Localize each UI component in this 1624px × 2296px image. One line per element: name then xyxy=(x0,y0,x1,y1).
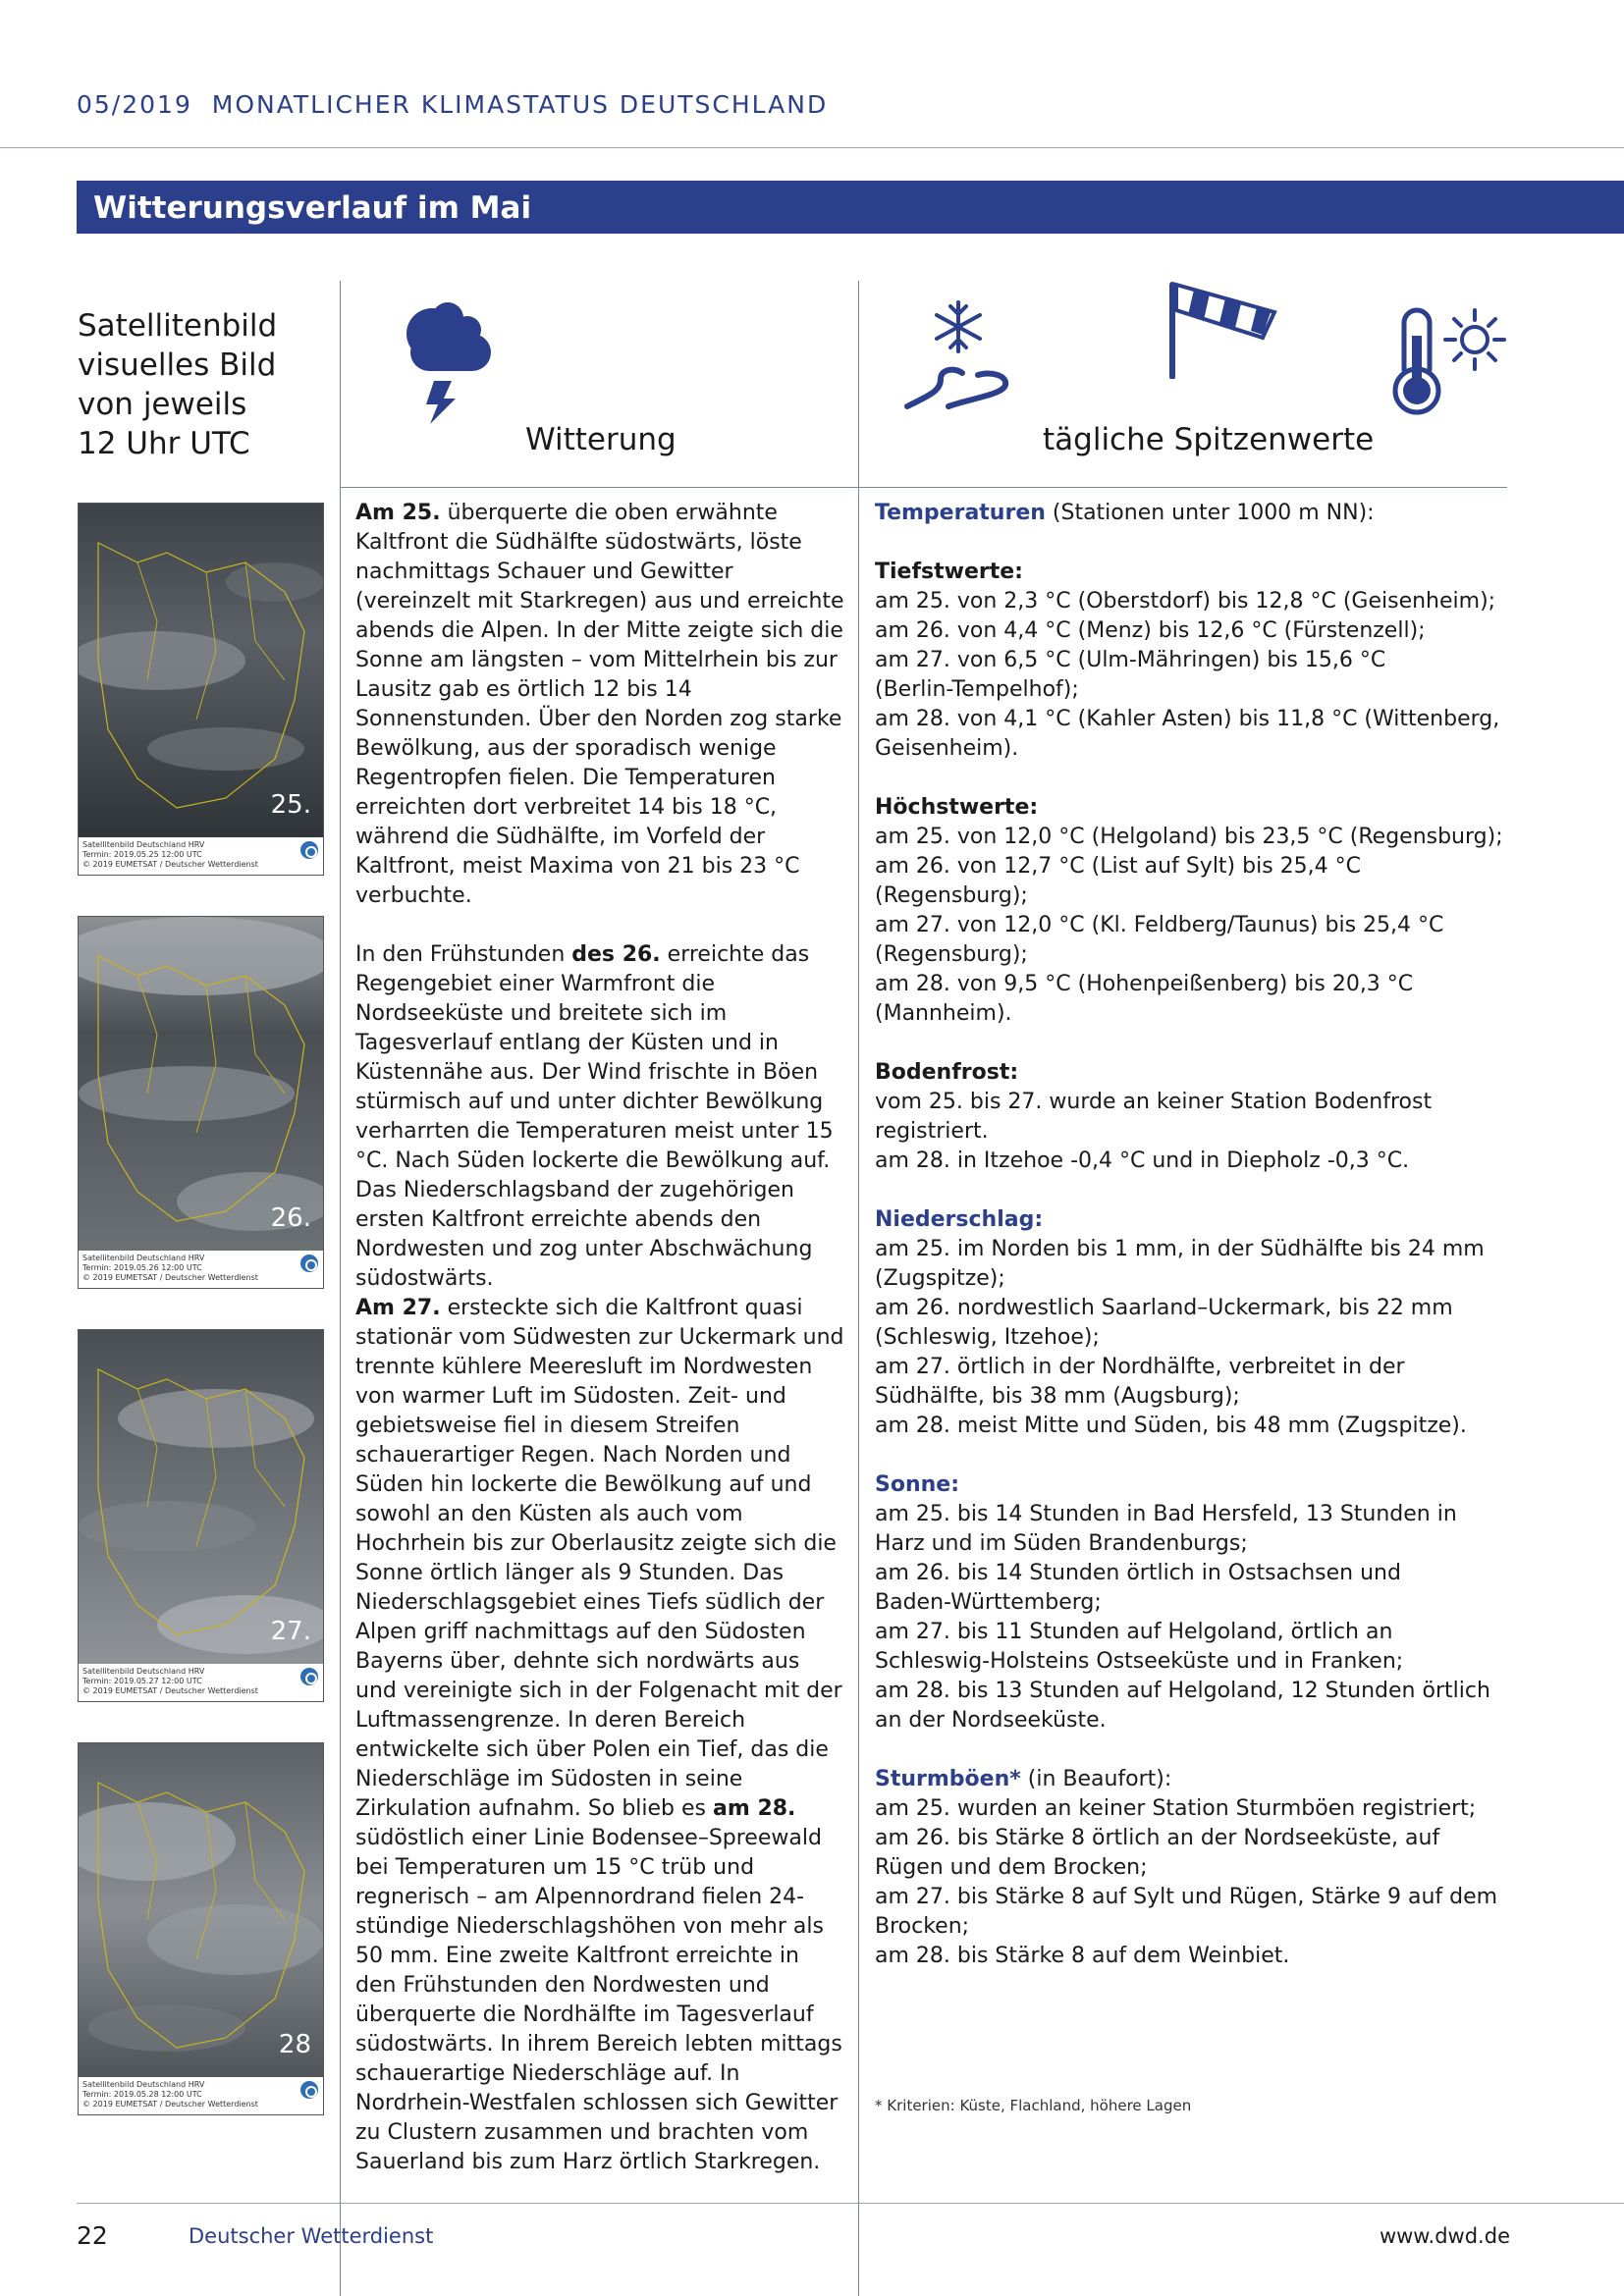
caption-line: Satellitenbild Deutschland HRV xyxy=(82,1667,205,1676)
sunshine-line: an der Nordseeküste. xyxy=(875,1708,1107,1733)
caption-line: Satellitenbild Deutschland HRV xyxy=(82,1254,205,1262)
satellite-label-line: visuelles Bild xyxy=(78,347,277,383)
satellite-label-line: 12 Uhr UTC xyxy=(78,426,250,461)
sunshine-line: Schleswig-Holsteins Ostseeküste und in Franken; xyxy=(875,1649,1404,1674)
issue-number: 05/2019 xyxy=(77,90,192,119)
gusts-heading: Sturmböen* xyxy=(875,1767,1021,1791)
gusts-line: am 28. bis Stärke 8 auf dem Weinbiet. xyxy=(875,1944,1290,1968)
section-title-bar xyxy=(77,181,1624,234)
header-row-rule xyxy=(340,487,1507,488)
dwd-logo-icon xyxy=(300,1668,318,1685)
narrative-text: erreichte das Regengebiet einer Warmfront die Nordseeküste und breitete sich im Tagesverlauf entlang der Küsten und in Küstennähe aus. Der Wind frischte in Böen stürmisch auf und unter dichter Bewölkung verharrten die Temperaturen meist unter 15 °C. Nach Süden lockerte die Bewölkung auf. Das Niederschlagsband der zugehörigen ersten Kaltfront erreichte abends den Nordwesten und zog unter Abschwächung südostwärts. xyxy=(355,942,834,1291)
dwd-logo-icon xyxy=(300,2081,318,2099)
min-temp-line: am 25. von 2,3 °C (Oberstdorf) bis 12,8 °C (Geisenheim); xyxy=(875,589,1496,614)
satellite-day-label: 25. xyxy=(270,790,311,820)
dwd-logo-icon xyxy=(300,1255,318,1272)
satellite-caption xyxy=(79,837,323,875)
precipitation-line: am 25. im Norden bis 1 mm, in der Südhälfte bis 24 mm xyxy=(875,1237,1485,1261)
caption-line: Satellitenbild Deutschland HRV xyxy=(82,2080,205,2089)
satellite-label-line: Satellitenbild xyxy=(78,308,278,344)
narrative-text: ersteckte sich die Kaltfront quasi stationär vom Südwesten zur Uckermark und trennte kühlere Meeresluft im Nordwesten von warmer Luft im Südosten. Zeit- und gebietsweise fiel in diesem Streifen schauerartiger Regen. Nach Norden und Süden hin lockerte die Bewölkung auf und sowohl an den Küsten als auch vom Hochrhein bis zur Oberlausitz zeigte sich die Sonne örtlich länger als 9 Stunden. Das Niederschlagsgebiet eines Tiefs südlich der Alpen griff nachmittags auf den Südosten Bayerns über, dehnte sich nordwärts aus und vereinigte sich in der Folgenacht mit der Luftmassengrenze. In deren Bereich entwickelte sich über Polen ein Tief, das die Niederschläge im Südosten in seine Zirkulation aufnahm. So blieb es xyxy=(355,1296,844,1821)
min-temp-line: am 27. von 6,5 °C (Ulm-Mähringen) bis 15,6 °C xyxy=(875,648,1386,672)
caption-line: Satellitenbild Deutschland HRV xyxy=(82,840,205,849)
max-temp-heading: Höchstwerte: xyxy=(875,795,1039,820)
footer-rule xyxy=(77,2203,1624,2204)
gusts-line: Rügen und dem Brocken; xyxy=(875,1855,1148,1880)
precipitation-line: am 26. nordwestlich Saarland–Uckermark, bis 22 mm xyxy=(875,1296,1453,1320)
max-temp-line: (Regensburg); xyxy=(875,942,1028,967)
section-title: Witterungsverlauf im Mai xyxy=(93,190,532,226)
ground-frost-line: am 28. in Itzehoe -0,4 °C und in Diepholz -0,3 °C. xyxy=(875,1148,1410,1173)
max-temp-line: am 28. von 9,5 °C (Hohenpeißenberg) bis 20,3 °C xyxy=(875,972,1414,996)
satellite-caption xyxy=(79,1664,323,1701)
min-temp-line: am 28. von 4,1 °C (Kahler Asten) bis 11,8 °C (Wittenberg, xyxy=(875,707,1500,731)
satellite-image xyxy=(78,1329,324,1702)
temperature-heading-line xyxy=(875,499,1621,528)
narrative-date: des 26. xyxy=(571,942,661,967)
column-divider-2 xyxy=(858,281,859,2296)
gusts-note: (in Beaufort): xyxy=(1020,1767,1172,1791)
satellite-photo xyxy=(79,504,323,837)
sunshine-heading: Sonne: xyxy=(875,1472,960,1497)
temperature-heading: Temperaturen xyxy=(875,501,1046,525)
page-number: 22 xyxy=(77,2221,108,2250)
satellite-caption xyxy=(79,1251,323,1288)
sunshine-line: Baden-Württemberg; xyxy=(875,1590,1102,1615)
max-temp-line: am 26. von 12,7 °C (List auf Sylt) bis 25,4 °C xyxy=(875,854,1361,879)
caption-line: © 2019 EUMETSAT / Deutscher Wetterdienst xyxy=(82,2100,258,2109)
narrative-text: überquerte die oben erwähnte Kaltfront die Südhälfte südostwärts, löste nachmittags Schauer und Gewitter (vereinzelt mit Starkregen) aus und erreichte abends die Alpen. In der Mitte zeigte sich die Sonne am längsten – vom Mittelrhein bis zur Lausitz gab es örtlich 12 bis 14 Sonnenstunden. Über den Norden zog starke Bewölkung, aus der sporadisch wenige Regentropfen fielen. Die Temperaturen erreichten dort verbreitet 14 bis 18 °C, während die Südhälfte, im Vorfeld der Kaltfront, meist Maxima von 21 bis 23 °C verbuchte. xyxy=(355,501,844,908)
sunshine-line: am 25. bis 14 Stunden in Bad Hersfeld, 13 Stunden in xyxy=(875,1502,1457,1526)
narrative-text: südöstlich einer Linie Bodensee–Spreewald bei Temperaturen um 15 °C trüb und regnerisch – am Alpennordrand fielen 24-stündige Niederschlagshöhen von mehr als 50 mm. Eine zweite Kaltfront erreichte in den Frühstunden den Nordwesten und überquerte die Nordhälfte im Tagesverlauf südostwärts. In ihrem Bereich lebten mittags schauerartige Niederschläge auf. In Nordrhein-Westfalen schlossen sich Gewitter zu Clustern zusammen und brachten vom Sauerland bis zum Harz örtlich Starkregen. xyxy=(355,1826,842,2174)
gusts-line: am 25. wurden an keiner Station Sturmböen registriert; xyxy=(875,1796,1477,1821)
narrative-date: Am 27. xyxy=(355,1296,441,1320)
satellite-photo xyxy=(79,1743,323,2077)
satellite-image xyxy=(78,503,324,876)
narrative-date: am 28. xyxy=(713,1796,796,1821)
narrative-date: Am 25. xyxy=(355,501,441,525)
sunshine-line: am 28. bis 13 Stunden auf Helgoland, 12 Stunden örtlich xyxy=(875,1679,1490,1703)
precipitation-line: (Zugspitze); xyxy=(875,1266,1005,1291)
caption-line: Termin: 2019.05.28 12:00 UTC xyxy=(82,2090,202,2099)
caption-line: © 2019 EUMETSAT / Deutscher Wetterdienst xyxy=(82,1273,258,1282)
precipitation-line: am 28. meist Mitte und Süden, bis 48 mm (Zugspitze). xyxy=(875,1414,1467,1438)
satellite-photo xyxy=(79,1330,323,1664)
min-temp-line: Geisenheim). xyxy=(875,736,1019,761)
daily-extremes xyxy=(875,499,1621,1971)
footnote: * Kriterien: Küste, Flachland, höhere Lagen xyxy=(875,2097,1192,2114)
gusts-heading-line xyxy=(875,1765,1621,1794)
narrative-paragraph xyxy=(355,940,846,1294)
windsock-icon xyxy=(1164,273,1282,379)
sunshine-line: am 27. bis 11 Stunden auf Helgoland, örtlich an xyxy=(875,1620,1393,1644)
ground-frost-line: vom 25. bis 27. wurde an keiner Station Bodenfrost xyxy=(875,1090,1433,1114)
max-temp-line: am 25. von 12,0 °C (Helgoland) bis 23,5 °C (Regensburg); xyxy=(875,825,1503,849)
cloud-lightning-icon xyxy=(391,291,495,426)
precipitation-line: am 27. örtlich in der Nordhälfte, verbreitet in der xyxy=(875,1355,1405,1379)
min-temp-line: (Berlin-Tempelhof); xyxy=(875,677,1079,702)
publisher-name: Deutscher Wetterdienst xyxy=(189,2224,434,2248)
weather-column-title: Witterung xyxy=(525,422,677,457)
satellite-day-label: 28 xyxy=(278,2030,311,2059)
weather-narrative xyxy=(355,499,846,2177)
temperature-note: (Stationen unter 1000 m NN): xyxy=(1045,501,1375,525)
satellite-label-line: von jeweils xyxy=(78,387,247,422)
gusts-line: am 26. bis Stärke 8 örtlich an der Nordseeküste, auf xyxy=(875,1826,1440,1850)
max-temp-line: (Regensburg); xyxy=(875,883,1028,908)
narrative-paragraph xyxy=(355,1294,846,2177)
satellite-photo xyxy=(79,917,323,1251)
min-temp-heading: Tiefstwerte: xyxy=(875,560,1023,584)
precipitation-line: (Schleswig, Itzehoe); xyxy=(875,1325,1100,1350)
ground-frost-line: registriert. xyxy=(875,1119,989,1144)
satellite-image xyxy=(78,1742,324,2115)
narrative-paragraph xyxy=(355,499,846,911)
min-temp-line: am 26. von 4,4 °C (Menz) bis 12,6 °C (Fürstenzell); xyxy=(875,618,1426,643)
precipitation-line: Südhälfte, bis 38 mm (Augsburg); xyxy=(875,1384,1240,1409)
satellite-caption xyxy=(79,2077,323,2114)
satellite-column-label xyxy=(78,306,277,463)
thermometer-sun-icon xyxy=(1384,306,1506,416)
satellite-day-label: 26. xyxy=(270,1203,311,1233)
ground-frost-heading: Bodenfrost: xyxy=(875,1060,1019,1085)
peaks-column-title: tägliche Spitzenwerte xyxy=(1043,422,1375,457)
satellite-day-label: 27. xyxy=(270,1617,311,1646)
precipitation-heading: Niederschlag: xyxy=(875,1207,1044,1232)
gusts-line: am 27. bis Stärke 8 auf Sylt und Rügen, Stärke 9 auf dem xyxy=(875,1885,1498,1909)
caption-line: Termin: 2019.05.27 12:00 UTC xyxy=(82,1677,202,1685)
caption-line: Termin: 2019.05.25 12:00 UTC xyxy=(82,850,202,859)
gusts-line: Brocken; xyxy=(875,1914,970,1939)
snow-road-icon xyxy=(901,296,1015,414)
running-header xyxy=(77,90,828,119)
dwd-logo-icon xyxy=(300,841,318,859)
publication-title: MONATLICHER KLIMASTATUS DEUTSCHLAND xyxy=(211,90,829,119)
column-divider-1 xyxy=(340,281,341,2296)
caption-line: © 2019 EUMETSAT / Deutscher Wetterdienst xyxy=(82,1686,258,1695)
sunshine-line: am 26. bis 14 Stunden örtlich in Ostsachsen und xyxy=(875,1561,1401,1585)
caption-line: © 2019 EUMETSAT / Deutscher Wetterdienst xyxy=(82,860,258,869)
max-temp-line: am 27. von 12,0 °C (Kl. Feldberg/Taunus) bis 25,4 °C xyxy=(875,913,1444,937)
narrative-text: In den Frühstunden xyxy=(355,942,572,967)
sunshine-line: Harz und im Süden Brandenburgs; xyxy=(875,1531,1248,1556)
satellite-image xyxy=(78,916,324,1289)
caption-line: Termin: 2019.05.26 12:00 UTC xyxy=(82,1263,202,1272)
header-rule xyxy=(0,147,1624,148)
max-temp-line: (Mannheim). xyxy=(875,1001,1012,1026)
website-link[interactable]: www.dwd.de xyxy=(1379,2224,1510,2248)
